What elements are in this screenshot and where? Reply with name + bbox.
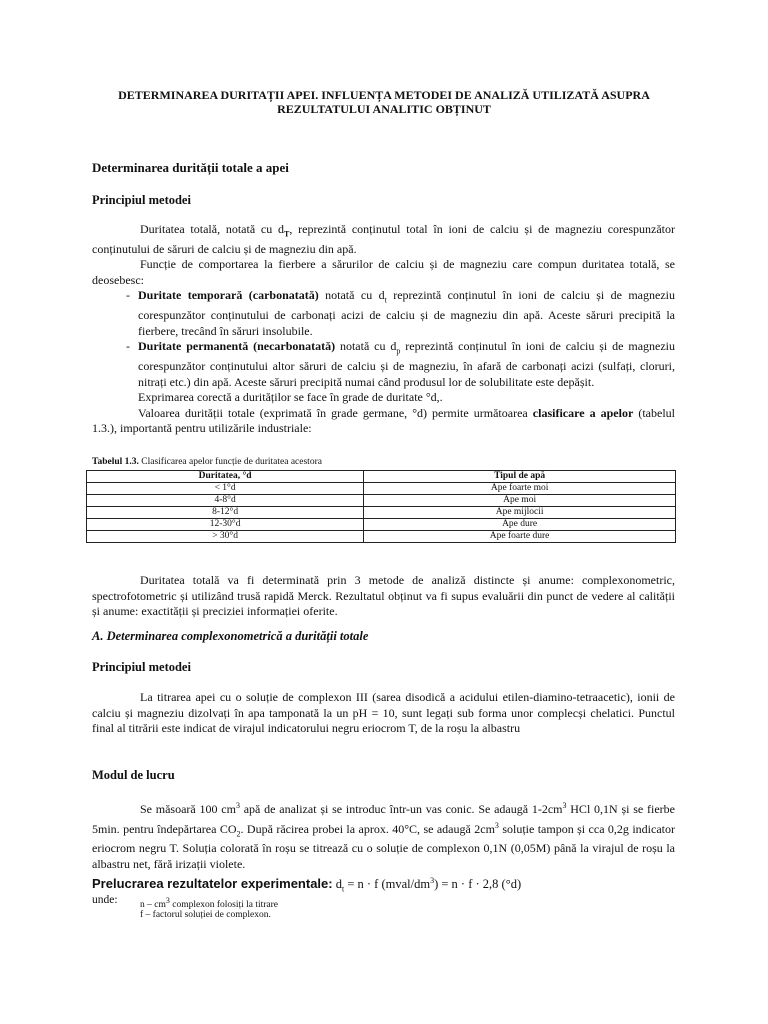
section-heading-complexometric: A. Determinarea complexonometrică a durității totale [92,629,369,643]
table-cell: Ape foarte moi [364,483,676,495]
work-procedure-paragraph: Se măsoară 100 $cm^3$ apă de analizat și se introduc într-un vas conic. Se adaugă $1-2cm^3$ HCl 0,1N și se fierbe 5min. pentru îndepărtarea $CO_2$. După răcirea probei la aprox. 40°C, se adaugă $2cm^3$ soluție tampon și cca 0,2g indicator eriocrom negru T. Soluția colorată în roșu se titrează cu o soluție de complexon 0,1N (0,05M) până la virajul de roșu la albastru net, fără irizații violete. [92,801,675,871]
table-cell: Ape dure [364,519,676,531]
complexometric-principle-paragraph: La titrarea apei cu o soluție de complexon III (sarea disodică a acidului etilen-diamino-tetraacetic), ionii de calciu și magneziu dizolvați în apa tamponată la un pH = 10, sunt legați sub forma unor complecși chelatici. Punctul final al titrării este indicat de virajul indicatorului negru eriocrom T, de la roșu la albastru [92,690,675,735]
table-cell: 12-30°d [87,519,364,531]
table-cell: Ape mijlocii [364,507,676,519]
table-cell: < 1°d [87,483,364,495]
list-item-permanent-hardness: - Duritate permanentă (necarbonatată) notată cu $d_p$ reprezintă conținutul în ioni de calciu și de magneziu corespunzător conținutului altor săruri de calciu și de magneziu, în afară de carbonați acizi (sulfați, cloruri, nitrați etc.) din apă. Aceste săruri precipită numai când produsul lor de solubilitate este depășit. [126,339,675,389]
hardness-classification-table [86,470,676,543]
table-cell: > 30°d [87,531,364,543]
principle-heading-2: Principiul metodei [92,660,191,674]
table-cell: Ape foarte dure [364,531,676,543]
title-line-2: REZULTATULUI ANALITIC OBȚINUT [277,102,491,116]
table-cell: Ape moi [364,495,676,507]
table-row [87,495,676,507]
table-caption: Tabelul 1.3. Clasificarea apelor funcție de duritatea acestora [92,457,322,467]
where-label: unde: [92,894,118,906]
list-item-temporary-hardness: - Duritate temporară (carbonatată) notată cu $d_t$ reprezintă conținutul în ioni de calciu și de magneziu corespunzător conținutului de carbonați acizi de calciu și de magneziu din apă. Aceste săruri precipită la fierbere, trecând în săruri insolubile. [126,288,675,338]
definition-f: f – factorul soluției de complexon. [140,910,271,920]
table-row [87,519,676,531]
table-cell: 8-12°d [87,507,364,519]
table-header-hardness: Duritatea, °d [87,471,364,483]
table-header-water-type: Tipul de apă [364,471,676,483]
methods-paragraph: Duritatea totală va fi determinată prin 3 metode de analiză distincte și anume: complexonometric, spectrofotometric și utilizând trusă rapidă Merck. Rezultatul obținut va fi supus evaluării din punct de vedere al calității și anume: exactității și preciziei informației oferite. [92,573,675,618]
table-cell: 4-8°d [87,495,364,507]
table-row [87,507,676,519]
paragraph-classification: Valoarea durității totale (exprimată în grade germane, °d) permite următoarea clasificare a apelor (tabelul 1.3.), importantă pentru utilizările industriale: [92,405,675,436]
table-row [87,531,676,543]
results-formula: Prelucrarea rezultatelor experimentale: $d_t = n \cdot f$ $(mval/dm^3) = n \cdot f \cdot 2,8$ (°d) [92,876,522,894]
paragraph-total-hardness: Duritatea totală, notată cu $d_T$, reprezintă conținutul total în ioni de calciu și de magneziu corespunzător conținutului de săruri de calciu și de magneziu din apă. [92,222,675,256]
table-row [87,483,676,495]
table-header-row [87,471,676,483]
title-line-1: DETERMINAREA DURITAȚII APEI. INFLUENȚA METODEI DE ANALIZĂ UTILIZATĂ ASUPRA [118,88,650,102]
section-heading-total-hardness: Determinarea durității totale a apei [92,160,289,175]
definition-n: n – $cm^3$ complexon folosiți la titrare [140,896,279,911]
work-procedure-heading: Modul de lucru [92,768,175,782]
document-title [60,88,708,116]
principle-heading: Principiul metodei [92,193,191,207]
paragraph-boiling: Funcție de comportarea la fierbere a sărurilor de calciu și de magneziu care compun duritatea totală, se deosebesc: [92,257,675,287]
paragraph-expression: Exprimarea corectă a durităților se face în grade de duritate °d,. [138,390,443,405]
results-label: Prelucrarea rezultatelor experimentale: [92,876,333,892]
principle-body [92,222,675,437]
